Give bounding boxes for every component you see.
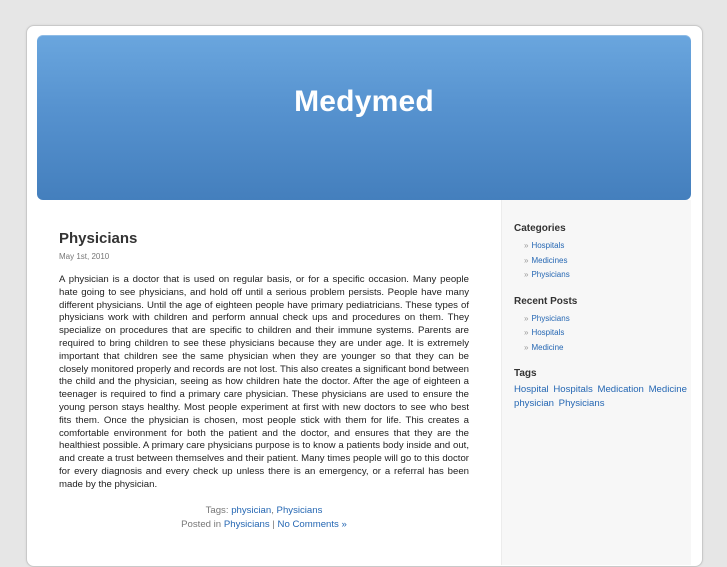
tags-label: Tags: bbox=[205, 504, 229, 516]
tag-cloud bbox=[514, 383, 691, 411]
comments-link[interactable]: No Comments » bbox=[277, 518, 347, 530]
meta-separator: | bbox=[272, 518, 275, 530]
post-tags-line: Tags: physician, Physicians bbox=[205, 504, 323, 516]
tag-link-medicine[interactable]: Medicine bbox=[648, 384, 687, 395]
recent-post-link-hospitals[interactable]: Hospitals bbox=[531, 328, 565, 337]
bullet-icon: » bbox=[524, 328, 529, 337]
category-link-physicians[interactable]: Physicians bbox=[531, 270, 570, 279]
list-item bbox=[524, 312, 691, 327]
list-item bbox=[524, 341, 691, 356]
post-tag-link[interactable]: physician bbox=[231, 504, 272, 516]
list-item bbox=[524, 239, 691, 254]
tag-link-physicians[interactable]: Physicians bbox=[558, 398, 605, 409]
post-title[interactable]: Physicians bbox=[59, 230, 138, 247]
main-content bbox=[59, 230, 469, 532]
post-category-link[interactable]: Physicians bbox=[223, 518, 270, 530]
posted-in-label: Posted in bbox=[181, 518, 222, 530]
post-tag-link[interactable]: Physicians bbox=[276, 504, 323, 516]
bullet-icon: » bbox=[524, 313, 529, 323]
recent-post-link-physicians[interactable]: Physicians bbox=[531, 313, 570, 323]
bullet-icon: » bbox=[524, 255, 529, 265]
categories-list bbox=[514, 239, 691, 283]
site-title-link[interactable]: Medymed bbox=[294, 85, 434, 118]
post-category-line bbox=[59, 518, 469, 532]
list-item bbox=[524, 268, 691, 283]
list-item bbox=[524, 326, 691, 341]
list-item bbox=[524, 254, 691, 269]
bullet-icon: » bbox=[524, 270, 529, 279]
post-meta bbox=[59, 504, 469, 532]
category-link-hospitals[interactable]: Hospitals bbox=[531, 241, 565, 250]
recent-post-link-medicine[interactable]: Medicine bbox=[531, 342, 564, 352]
sidebar bbox=[501, 200, 691, 565]
tags-heading: Tags bbox=[514, 368, 537, 379]
categories-heading: Categories bbox=[514, 223, 566, 234]
tag-link-hospital[interactable]: Hospital bbox=[514, 384, 549, 395]
bullet-icon: » bbox=[524, 241, 529, 250]
site-header bbox=[37, 35, 691, 200]
recent-posts-list bbox=[514, 312, 691, 356]
recent-posts-heading: Recent Posts bbox=[514, 295, 578, 307]
page-container bbox=[26, 25, 703, 567]
post-body: A physician is a doctor that is used on regular basis, or for a specific occasion. Many people hate going to see physicians, and hold off until a serious problem persists. People have many different physicians. Until the age of eighteen people have primary pediatricians. These types of physicians work with children and perform annual check ups and procedures on them. They specialize on procedures that are specific to children and their immune systems. Parents are required to bring children to see these physicians because they are under age. It is extremely important that children see the same physician when they are younger so that they can be closely monitored properly and records are not lost. This also creates a significant bond between the child and the physician, seeing as how children hate the doctor. After the age of eighteen a teenager is required to find a primary care physician. These physicians are used to ensure the young person stays healthy. Most people experiment at first with new doctors to see who best fits them. Once the physician is chosen, most people stick with them for life. This creates a comfortable environment for both the patient and the doctor, and ensures that they are the healthiest possible. A primary care physicians purpose is to know a patients body inside and out, and create a trust between themselves and their patient. Many times people will go to this doctor for every diagnosis and every check up unless there is an emergency, or a referral has been made by the physician. bbox=[59, 274, 469, 490]
tag-link-hospitals[interactable]: Hospitals bbox=[553, 384, 593, 395]
tag-link-medication[interactable]: Medication bbox=[597, 384, 644, 395]
tag-link-physician[interactable]: physician bbox=[514, 398, 554, 409]
post-date: May 1st, 2010 bbox=[59, 252, 110, 261]
category-link-medicines[interactable]: Medicines bbox=[531, 255, 568, 265]
bullet-icon: » bbox=[524, 342, 529, 352]
